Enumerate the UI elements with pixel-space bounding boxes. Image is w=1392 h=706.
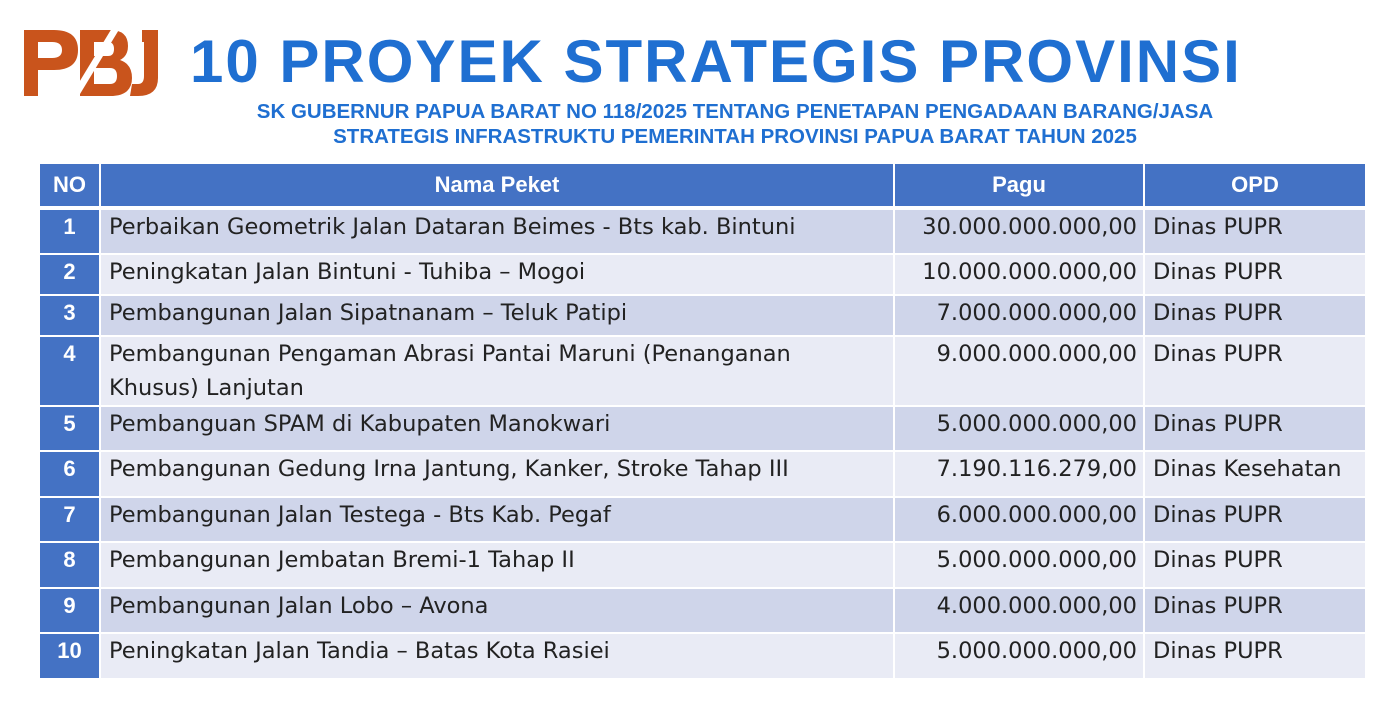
table-row: [40, 295, 1365, 336]
project-agency: Dinas PUPR: [1144, 295, 1365, 336]
table-row: [40, 497, 1365, 542]
row-number: 10: [40, 633, 100, 679]
table-header-row: [40, 164, 1365, 208]
row-number: 8: [40, 542, 100, 588]
table-row: [40, 633, 1365, 679]
project-budget: 9.000.000.000,00: [894, 336, 1144, 406]
row-number: 3: [40, 295, 100, 336]
column-header-nama-peket: Nama Peket: [100, 164, 894, 208]
project-name: Pembangunan Jembatan Bremi-1 Tahap II: [100, 542, 894, 588]
project-agency: Dinas PUPR: [1144, 497, 1365, 542]
project-agency: Dinas PUPR: [1144, 633, 1365, 679]
project-agency: Dinas PUPR: [1144, 254, 1365, 295]
project-agency: Dinas PUPR: [1144, 208, 1365, 254]
table-row: [40, 336, 1365, 406]
project-agency: Dinas PUPR: [1144, 336, 1365, 406]
project-agency: Dinas PUPR: [1144, 406, 1365, 451]
project-name: Pembangunan Gedung Irna Jantung, Kanker, Stroke Tahap III: [100, 451, 894, 497]
row-number: 6: [40, 451, 100, 497]
project-name: Pembanguan SPAM di Kabupaten Manokwari: [100, 406, 894, 451]
project-budget: 5.000.000.000,00: [894, 633, 1144, 679]
pbj-logo-mark: [20, 22, 170, 98]
project-budget: 30.000.000.000,00: [894, 208, 1144, 254]
page-subtitle: [180, 99, 1290, 149]
row-number: 1: [40, 208, 100, 254]
table-row: [40, 451, 1365, 497]
row-number: 7: [40, 497, 100, 542]
column-header-opd: OPD: [1144, 164, 1365, 208]
column-header-pagu: Pagu: [894, 164, 1144, 208]
project-budget: 7.190.116.279,00: [894, 451, 1144, 497]
table-row: [40, 254, 1365, 295]
page-title: 10 PROYEK STRATEGIS PROVINSI: [190, 28, 1242, 95]
project-name: Pembangunan Pengaman Abrasi Pantai Maruni (Penanganan Khusus) Lanjutan: [100, 336, 894, 406]
row-number: 5: [40, 406, 100, 451]
row-number: 9: [40, 588, 100, 633]
row-number: 2: [40, 254, 100, 295]
project-table: [40, 164, 1365, 680]
table-row: [40, 542, 1365, 588]
subtitle-line-2: STRATEGIS INFRASTRUKTU PEMERINTAH PROVINSI PAPUA BARAT TAHUN 2025: [333, 125, 1137, 148]
project-budget: 5.000.000.000,00: [894, 542, 1144, 588]
table-row: [40, 588, 1365, 633]
subtitle-line-1: SK GUBERNUR PAPUA BARAT NO 118/2025 TENTANG PENETAPAN PENGADAAN BARANG/JASA: [256, 100, 1214, 123]
column-header-no: NO: [40, 164, 100, 208]
table-row: [40, 208, 1365, 254]
pbj-logo: [20, 22, 170, 98]
project-name: Peningkatan Jalan Bintuni - Tuhiba – Mogoi: [100, 254, 894, 295]
project-name: Peningkatan Jalan Tandia – Batas Kota Rasiei: [100, 633, 894, 679]
project-budget: 10.000.000.000,00: [894, 254, 1144, 295]
project-budget: 5.000.000.000,00: [894, 406, 1144, 451]
project-name: Pembangunan Jalan Lobo – Avona: [100, 588, 894, 633]
project-name: Pembangunan Jalan Testega - Bts Kab. Pegaf: [100, 497, 894, 542]
project-budget: 6.000.000.000,00: [894, 497, 1144, 542]
row-number: 4: [40, 336, 100, 406]
project-budget: 4.000.000.000,00: [894, 588, 1144, 633]
project-name: Pembangunan Jalan Sipatnanam – Teluk Patipi: [100, 295, 894, 336]
table-row: [40, 406, 1365, 451]
project-agency: Dinas Kesehatan: [1144, 451, 1365, 497]
project-budget: 7.000.000.000,00: [894, 295, 1144, 336]
project-name: Perbaikan Geometrik Jalan Dataran Beimes - Bts kab. Bintuni: [100, 208, 894, 254]
project-agency: Dinas PUPR: [1144, 542, 1365, 588]
project-agency: Dinas PUPR: [1144, 588, 1365, 633]
